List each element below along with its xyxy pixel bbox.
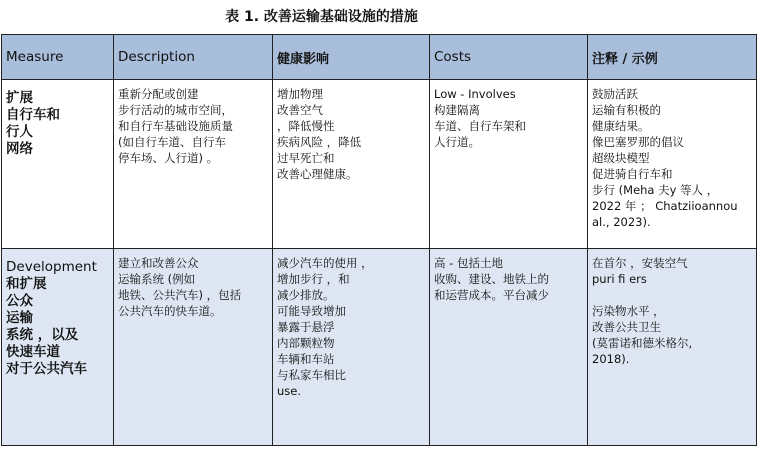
cell-line: 2018). — [592, 352, 630, 366]
cell-line: 步行活动的城市空间， — [118, 103, 233, 117]
cell-line — [592, 287, 756, 303]
cell-line: 像巴塞罗那的倡议 — [592, 135, 684, 149]
cell-costs — [430, 249, 588, 446]
cell-line: 鼓励活跃 — [592, 87, 638, 101]
cell-line: 公共汽车的快车道。 — [118, 304, 222, 318]
cell-line: 车道、自行车架和 — [434, 119, 526, 133]
cell-line: puri fi ers — [592, 272, 647, 286]
cell-health — [273, 80, 430, 249]
cell-line: 行人 — [6, 124, 33, 140]
cell-line: 运输有积极的 — [592, 103, 661, 117]
header-costs: Costs — [430, 35, 588, 80]
table-row — [2, 249, 757, 446]
cell-line: 扩展 — [6, 90, 33, 106]
cell-line: 收购、建设、地铁上的 — [434, 272, 549, 286]
measure-lines — [6, 276, 113, 378]
cell-line: 和自行车基础设施质量 — [118, 119, 233, 133]
cell-line: 在首尔 ，安装空气 — [592, 256, 688, 270]
cell-line: 健康结果。 — [592, 119, 650, 133]
cell-measure — [2, 249, 114, 446]
cell-line: 和扩展 — [6, 276, 47, 292]
cell-line: 车辆和车站 — [277, 352, 335, 366]
cell-line: 可能导致增加 — [277, 304, 346, 318]
table-caption: 表 1. 改善运输基础设施的措施 — [225, 9, 418, 25]
cell-line: 公众 — [6, 293, 33, 309]
cell-line: 促进骑自行车和 — [592, 167, 673, 181]
cell-line: 改善空气 — [277, 103, 323, 117]
header-notes: 注释 / 示例 — [588, 35, 757, 80]
cell-health — [273, 249, 430, 446]
cell-line: 改善心理健康。 — [277, 167, 358, 181]
cell-line: 暴露于悬浮 — [277, 320, 335, 334]
cell-line: al., 2023). — [592, 215, 651, 229]
cell-line: ，降低慢性 — [277, 119, 335, 133]
cell-line: (莫雷诺和德米格尔, — [592, 336, 693, 350]
cell-notes — [588, 80, 757, 249]
cell-line: 疾病风险 ，降低 — [277, 135, 362, 149]
cell-line: 减少排放。 — [277, 288, 335, 302]
table-row — [2, 80, 757, 249]
cell-line: 自行车和 — [6, 107, 60, 123]
header-row — [2, 35, 757, 80]
cell-line: 建立和改善公众 — [118, 256, 199, 270]
cell-line: 内部颗粒物 — [277, 336, 335, 350]
cell-line: 构建隔离 — [434, 103, 480, 117]
header-measure: Measure — [2, 35, 114, 80]
cell-description — [114, 80, 273, 249]
header-description: Description — [114, 35, 273, 80]
cell-line: Low - Involves — [434, 87, 516, 101]
cell-line: 运输系统 (例如 — [118, 272, 196, 286]
cell-notes — [588, 249, 757, 446]
cell-line: 过早死亡和 — [277, 151, 335, 165]
cell-line: (如自行车道、自行车 — [118, 135, 226, 149]
measure-en-line: Development — [6, 259, 97, 275]
cell-line: 污染物水平 ， — [592, 304, 665, 318]
cell-line: 运输 — [6, 310, 33, 326]
cell-line: 停车场、人行道) 。 — [118, 151, 219, 165]
infrastructure-measures-table — [1, 34, 757, 446]
cell-line: 快速车道 — [6, 344, 60, 360]
cell-line: 2022 年 ； Chatziioannou — [592, 199, 738, 213]
cell-line: 和运营成本。平台减少 — [434, 288, 549, 302]
cell-line: 对于公共汽车 — [6, 361, 87, 377]
cell-line: 步行 (Meha 夫y 等人 ， — [592, 183, 719, 197]
cell-description — [114, 249, 273, 446]
cell-measure — [2, 80, 114, 249]
cell-line: 超级块模型 — [592, 151, 650, 165]
cell-costs — [430, 80, 588, 249]
cell-line: 重新分配或创建 — [118, 87, 199, 101]
cell-line: 改善公共卫生 — [592, 320, 661, 334]
cell-line: 高 - 包括土地 — [434, 256, 503, 270]
cell-line: 与私家车相比 — [277, 368, 346, 382]
cell-line: 增加物理 — [277, 87, 323, 101]
cell-line: 地铁、公共汽车) ，包括 — [118, 288, 242, 302]
header-health-impact: 健康影响 — [273, 35, 430, 80]
cell-line: 人行道。 — [434, 135, 480, 149]
cell-line: use. — [277, 384, 302, 398]
cell-line: 系统 ，以及 — [6, 327, 79, 343]
cell-line: 网络 — [6, 141, 33, 157]
cell-line: 减少汽车的使用 ， — [277, 256, 373, 270]
cell-line: 增加步行 ，和 — [277, 272, 350, 286]
